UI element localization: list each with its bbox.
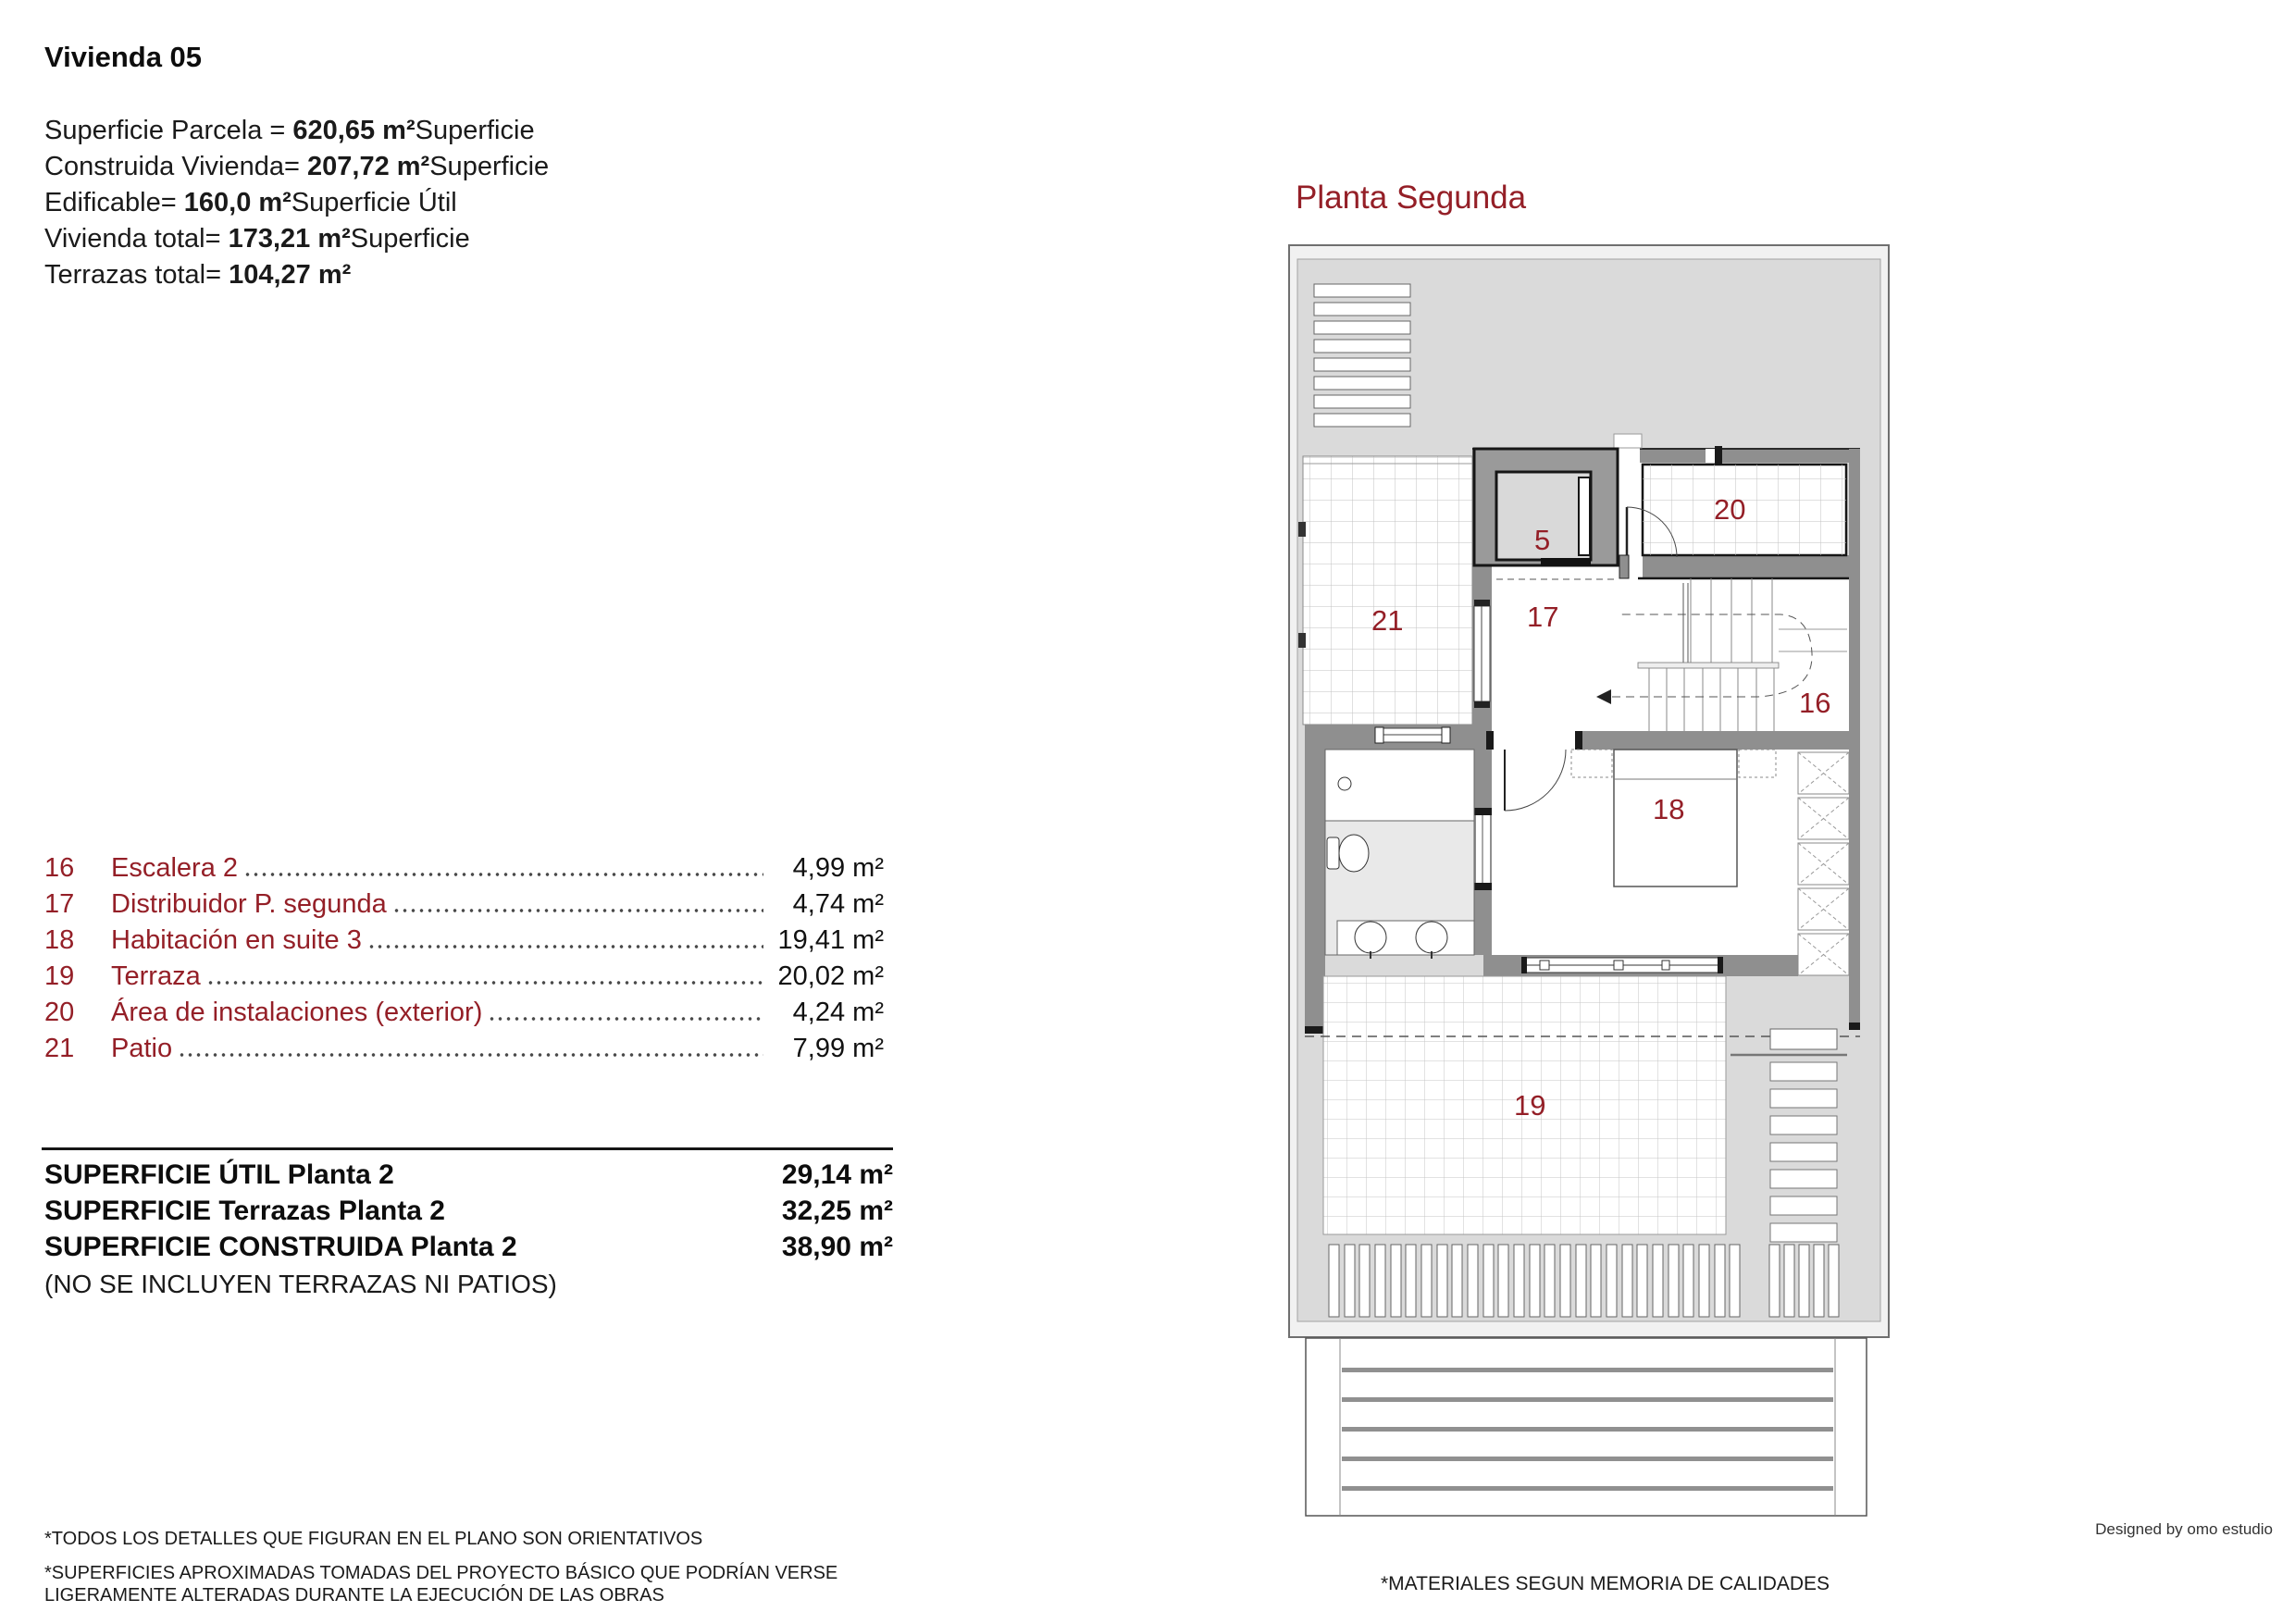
sink-icon <box>1416 922 1447 953</box>
room-schedule-row <box>44 920 884 956</box>
label-room-18: 18 <box>1653 793 1685 825</box>
total-value: 32,25 m² <box>781 1196 893 1226</box>
room-patio <box>1298 456 1472 725</box>
toilet-icon <box>1327 837 1339 869</box>
room-number: 19 <box>44 961 75 991</box>
room-number: 18 <box>44 925 75 955</box>
materials-note: *MATERIALES SEGUN MEMORIA DE CALIDADES <box>1381 1573 1830 1594</box>
total-label: SUPERFICIE CONSTRUIDA Planta 2 <box>44 1232 517 1262</box>
disclaimer-1: *TODOS LOS DETALLES QUE FIGURAN EN EL PLANO SON ORIENTATIVOS <box>44 1529 703 1549</box>
total-row <box>44 1196 893 1232</box>
total-row <box>44 1232 893 1268</box>
total-value: 38,90 m² <box>781 1232 893 1262</box>
dotted-leader <box>243 872 763 877</box>
room-schedule-row <box>44 1028 884 1064</box>
label-room-16: 16 <box>1799 687 1831 719</box>
summary-line: Construida Vivienda= 207,72 m²Superficie <box>44 152 550 181</box>
label-room-19: 19 <box>1514 1089 1546 1122</box>
room-area: 4,99 m² <box>792 853 884 883</box>
room-schedule <box>44 848 884 1064</box>
room-area: 19,41 m² <box>777 925 884 955</box>
plan-title: Planta Segunda <box>1296 180 1527 216</box>
floor-plan <box>1288 244 1890 1521</box>
label-room-5: 5 <box>1534 524 1551 556</box>
floor-plan-drawing <box>1288 244 1890 1521</box>
room-area: 7,99 m² <box>792 1034 884 1063</box>
room-number: 17 <box>44 889 75 919</box>
room-name: Patio <box>111 1034 173 1063</box>
sink-icon <box>1355 922 1386 953</box>
roof-ladder <box>1770 1062 1837 1242</box>
lower-pergola <box>1306 1338 1867 1516</box>
room-area: 20,02 m² <box>777 961 884 991</box>
room-schedule-row <box>44 992 884 1028</box>
label-room-21: 21 <box>1371 604 1404 637</box>
room-name: Distribuidor P. segunda <box>111 889 387 919</box>
room-name: Terraza <box>111 961 201 991</box>
total-row <box>44 1159 893 1196</box>
room-number: 16 <box>44 853 75 883</box>
dotted-leader <box>392 908 763 913</box>
dotted-leader <box>367 944 763 949</box>
room-area: 4,74 m² <box>792 889 884 919</box>
wardrobe <box>1798 752 1849 975</box>
dotted-leader <box>206 980 763 986</box>
page-title: Vivienda 05 <box>44 41 203 73</box>
surface-summary <box>44 113 674 293</box>
dotted-leader <box>488 1016 763 1022</box>
total-label: SUPERFICIE Terrazas Planta 2 <box>44 1196 445 1226</box>
label-room-17: 17 <box>1527 601 1559 633</box>
summary-line: Superficie Parcela = 620,65 m²Superficie <box>44 116 535 145</box>
bathroom <box>1325 750 1474 959</box>
summary-line: Edificable= 160,0 m²Superficie Útil <box>44 188 457 217</box>
room-schedule-row <box>44 848 884 884</box>
elevator-shaft <box>1474 449 1618 579</box>
summary-line: Vivienda total= 173,21 m²Superficie <box>44 224 470 254</box>
room-area: 4,24 m² <box>792 998 884 1027</box>
divider-line <box>42 1147 893 1150</box>
totals-note: (NO SE INCLUYEN TERRAZAS NI PATIOS) <box>44 1270 557 1298</box>
dotted-leader <box>178 1052 763 1058</box>
floor-totals <box>44 1159 893 1299</box>
room-schedule-row <box>44 884 884 920</box>
room-schedule-row <box>44 956 884 992</box>
room-number: 20 <box>44 998 75 1027</box>
total-label: SUPERFICIE ÚTIL Planta 2 <box>44 1159 394 1190</box>
room-name: Área de instalaciones (exterior) <box>111 998 483 1027</box>
room-name: Escalera 2 <box>111 853 239 883</box>
total-value: 29,14 m² <box>781 1159 893 1190</box>
room-name: Habitación en suite 3 <box>111 925 362 955</box>
summary-line: Terrazas total= 104,27 m² <box>44 260 352 290</box>
designer-credit: Designed by omo estudio <box>2095 1520 2273 1538</box>
disclaimer-2: *SUPERFICIES APROXIMADAS TOMADAS DEL PROYECTO BÁSICO QUE PODRÍAN VERSE LIGERAMENTE ALTERADAS DURANTE LA EJECUCIÓN DE LAS OBRAS <box>44 1563 838 1605</box>
room-number: 21 <box>44 1034 75 1063</box>
label-room-20: 20 <box>1714 493 1746 526</box>
